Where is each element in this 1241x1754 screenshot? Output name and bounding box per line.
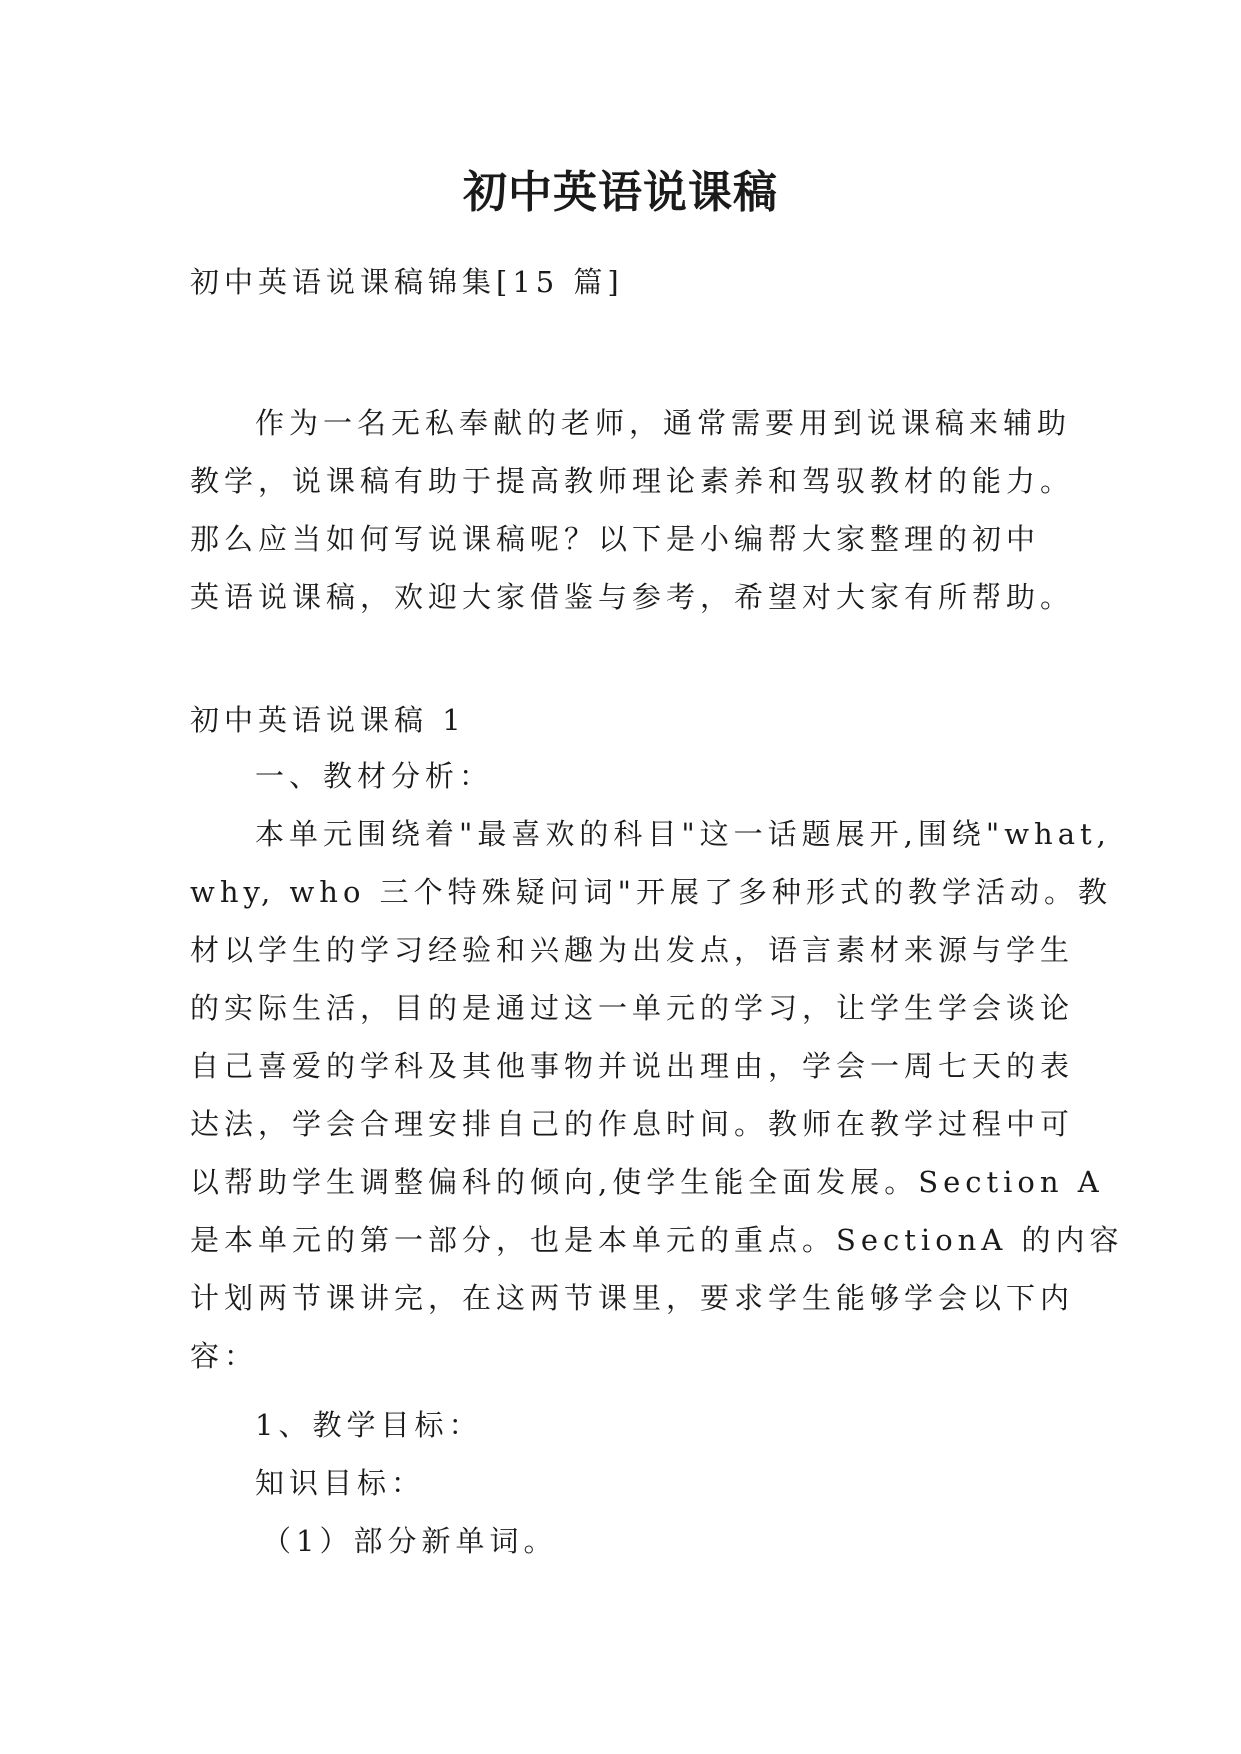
body-line-4: 的实际生活，目的是通过这一单元的学习，让学生学会谈论 [190, 991, 1075, 1025]
body-line-5: 自己喜爱的学科及其他事物并说出理由，学会一周七天的表 [190, 1049, 1075, 1083]
body-line-6: 达法，学会合理安排自己的作息时间。教师在教学过程中可 [190, 1107, 1075, 1141]
body-line-8: 是本单元的第一部分，也是本单元的重点。SectionA 的内容 [190, 1223, 1124, 1257]
body-line-10: 容： [190, 1339, 259, 1373]
knowledge-heading: 知识目标： [255, 1466, 426, 1500]
body-line-9: 计划两节课讲完，在这两节课里，要求学生能够学会以下内 [190, 1281, 1075, 1315]
body-line-1: 本单元围绕着"最喜欢的科目"这一话题展开,围绕"what, [255, 817, 1111, 851]
section-heading: 初中英语说课稿 1 [190, 703, 466, 737]
intro-line-2: 教学，说课稿有助于提高教师理论素养和驾驭教材的能力。 [190, 464, 1075, 498]
intro-line-1: 作为一名无私奉献的老师，通常需要用到说课稿来辅助 [255, 406, 1072, 440]
body-line-2: why, who 三个特殊疑问词"开展了多种形式的教学活动。教 [190, 875, 1112, 909]
document-subtitle: 初中英语说课稿锦集[15 篇] [190, 265, 624, 299]
intro-line-4: 英语说课稿，欢迎大家借鉴与参考，希望对大家有所帮助。 [190, 580, 1075, 614]
goal-heading: 1、教学目标： [255, 1408, 483, 1442]
body-line-3: 材以学生的学习经验和兴趣为出发点，语言素材来源与学生 [190, 933, 1075, 967]
intro-line-3: 那么应当如何写说课稿呢？以下是小编帮大家整理的初中 [190, 522, 1041, 556]
body-line-7: 以帮助学生调整偏科的倾向,使学生能全面发展。Section A [190, 1165, 1104, 1199]
document-title: 初中英语说课稿 [463, 167, 778, 218]
list-item-1: （1）部分新单词。 [262, 1524, 558, 1558]
part-heading: 一、教材分析： [255, 759, 494, 793]
